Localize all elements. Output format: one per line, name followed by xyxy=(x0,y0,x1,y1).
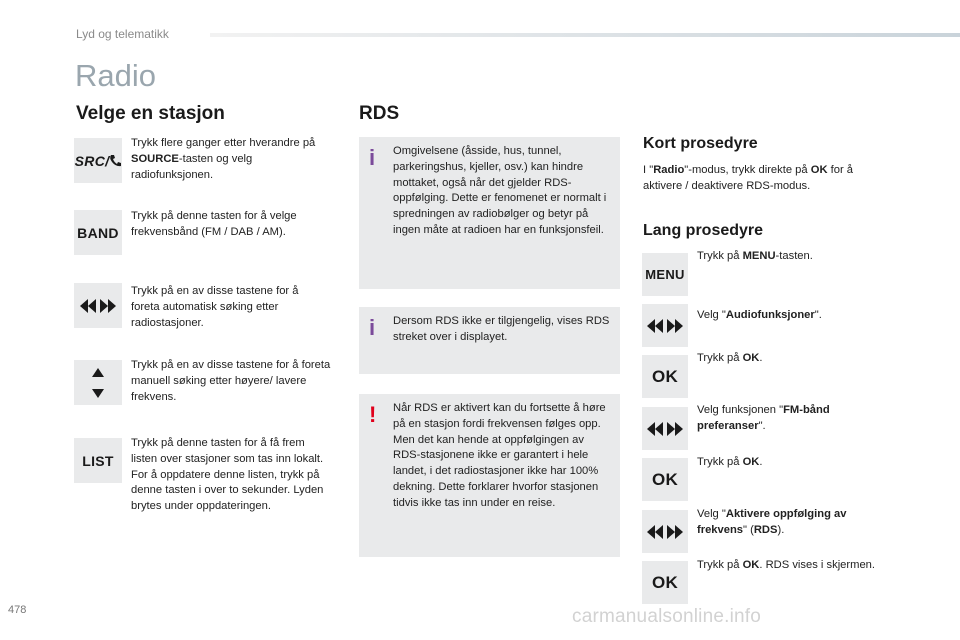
seek-arrows-icon xyxy=(642,304,688,347)
chapter-title: Lyd og telematikk xyxy=(76,27,169,41)
heading-short-procedure: Kort prosedyre xyxy=(643,135,758,152)
ok-button-icon xyxy=(642,458,688,501)
warning-note-rds-coverage xyxy=(359,394,620,557)
section-heading-rds: RDS xyxy=(359,103,400,124)
menu-button-label: MENU xyxy=(645,267,685,282)
step-2-text: Velg "Audiofunksjoner". xyxy=(697,309,822,321)
section-heading-select-station: Velge en stasjon xyxy=(76,103,225,124)
step-5-text: Trykk på OK. xyxy=(697,456,763,468)
src-phone-icon xyxy=(74,138,122,183)
step-6-text: Velg "Aktivere oppfølging av frekvens" (RDS). xyxy=(697,508,847,536)
step-3-text: Trykk på OK. xyxy=(697,352,763,364)
band-button-icon xyxy=(74,210,122,255)
seek-arrows-glyph xyxy=(645,524,685,540)
seek-arrows-glyph xyxy=(645,318,685,334)
item-manual-search-text: Trykk på en av disse tastene for å foreta manuell søking etter høyere/ lavere frekvens. xyxy=(131,359,331,403)
up-down-arrows-icon xyxy=(74,360,122,405)
src-button-label: SRC/ xyxy=(74,152,110,169)
item-band-text: Trykk på denne tasten for å velge frekvensbånd (FM / DAB / AM). xyxy=(131,210,297,238)
info-icon: i xyxy=(369,145,376,170)
step-7-text: Trykk på OK. RDS vises i skjermen. xyxy=(697,559,876,571)
info-note-reception-text: Omgivelsene (åsside, hus, tunnel, parkeringshus, kjeller, osv.) kan hindre mottaket, også når det gjelder RDS-oppfølging. Dette er fenomenet er normalt i spredningen av radiobølger og betyr på ingen måte at radioen har en funksjonsfeil. xyxy=(393,145,607,236)
seek-arrows-glyph xyxy=(645,421,685,437)
band-button-label: BAND xyxy=(77,224,119,241)
seek-arrows-glyph xyxy=(78,298,118,314)
info-note-reception xyxy=(359,137,620,289)
item-seek-text: Trykk på en av disse tastene for å foreta automatisk søking etter radiostasjoner. xyxy=(131,285,299,329)
seek-arrows-icon xyxy=(642,510,688,553)
menu-button-icon xyxy=(642,253,688,296)
page-number: 478 xyxy=(8,604,27,616)
page-title: Radio xyxy=(75,58,156,93)
item-list-text: Trykk på denne tasten for å få frem listen over stasjoner som tas inn lokalt. For å oppdatere denne listen, trykk på denne tasten i over to sekunder. Lyden brytes under oppdateringen. xyxy=(131,437,324,513)
up-down-arrows-glyph xyxy=(91,366,105,400)
step-1-text: Trykk på MENU-tasten. xyxy=(697,250,813,262)
info-icon: i xyxy=(369,315,376,340)
ok-button-icon xyxy=(642,355,688,398)
info-note-rds-unavailable-text: Dersom RDS ikke er tilgjengelig, vises RDS streket over i displayet. xyxy=(393,315,610,343)
heading-long-procedure: Lang prosedyre xyxy=(643,222,764,239)
ok-button-label: OK xyxy=(651,469,679,489)
item-src-text: Trykk flere ganger etter hverandre på SOURCE-tasten og velg radiofunksjonen. xyxy=(131,137,316,181)
info-note-rds-unavailable xyxy=(359,307,620,374)
seek-arrows-icon xyxy=(74,283,122,328)
header-rule xyxy=(210,33,960,37)
ok-button-label: OK xyxy=(651,366,679,386)
phone-handset-icon xyxy=(109,154,121,168)
ok-button-label: OK xyxy=(651,572,679,592)
watermark: carmanualsonline.info xyxy=(572,606,762,627)
warning-note-rds-coverage-text: Når RDS er aktivert kan du fortsette å høre på en stasjon fordi frekvensen følges opp. Men det kan hende at oppfølgingen av RDS-stasjonene ikke er garantert i hele landet, i det radiostasjoner ikke har 100% dekning. Dette forklarer hvorfor stasjonen tidvis ikke tas inn under en reise. xyxy=(393,402,606,509)
seek-arrows-icon xyxy=(642,407,688,450)
list-button-label: LIST xyxy=(82,452,114,469)
short-procedure-text: I "Radio"-modus, trykk direkte på OK for å aktivere / deaktivere RDS-modus. xyxy=(643,164,854,192)
ok-button-icon xyxy=(642,561,688,604)
step-4-text: Velg funksjonen "FM-bånd preferanser". xyxy=(697,404,830,432)
list-button-icon xyxy=(74,438,122,483)
warning-icon: ! xyxy=(369,402,377,427)
